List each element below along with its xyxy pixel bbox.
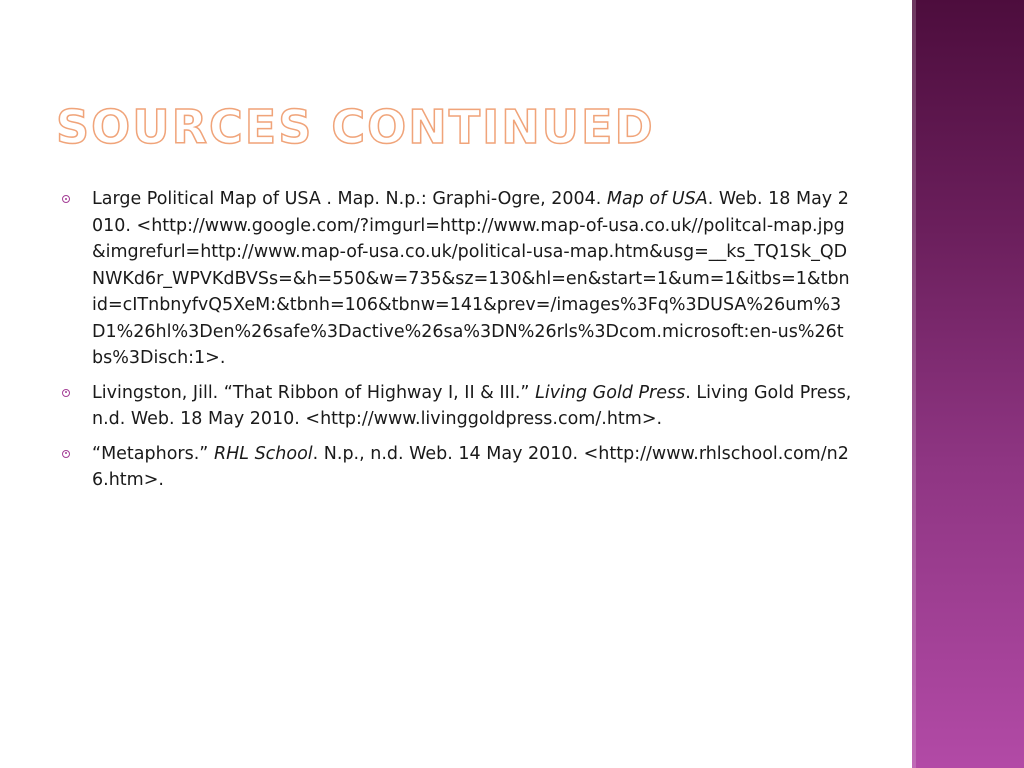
source-title-italic: Map of USA <box>606 189 708 209</box>
circle-dot-bullet-icon <box>62 195 70 203</box>
sources-list <box>62 186 852 502</box>
source-text-lead: Livingston, Jill. “That Ribbon of Highway I, II & III.” <box>92 382 536 403</box>
source-title-italic: Living Gold Press <box>535 382 686 403</box>
source-text-tail: . N.p., n.d. Web. 14 May 2010. <http://www.rhlschool.com/n26.htm>. <box>92 443 849 490</box>
source-text-tail: . Living Gold Press, n.d. Web. 18 May 2010. <http://www.livinggoldpress.com/.htm>. <box>92 382 852 429</box>
source-item-living-gold-press <box>62 380 852 433</box>
source-item-map-of-usa <box>62 186 852 372</box>
source-text-lead: Large Political Map of USA . Map. N.p.: Graphi-Ogre, 2004. <box>92 189 607 209</box>
source-text-tail: . Web. 18 May 2010. <http://www.google.com/?imgurl=http://www.map-of-usa.co.uk//politcal-map.jpg&imgrefurl=http://www.map-of-usa.co.uk/political-usa-map.htm&usg=__ks_TQ1Sk_QDNWKd6r_WPVKdBVSs=&h=550&w=735&sz=130&hl=en&start=1&um=1&itbs=1&tbnid=cITnbnyfvQ5XeM:&tbnh=106&tbnw=141&prev=/images%3Fq%3DUSA%26um%3D1%26hl%3Den%26safe%3Dactive%26sa%3DN%26rls%3Dcom.microsoft:en-us%26tbs%3Disch:1>. <box>92 189 850 368</box>
source-text-lead: “Metaphors.” <box>92 443 214 464</box>
circle-dot-bullet-icon <box>62 450 70 458</box>
source-title-italic: RHL School <box>213 443 313 464</box>
decorative-sidebar <box>912 0 1024 768</box>
circle-dot-bullet-icon <box>62 389 70 397</box>
source-item-rhl-school <box>62 441 852 494</box>
slide-title: SOURCES CONTINUED <box>56 100 655 154</box>
